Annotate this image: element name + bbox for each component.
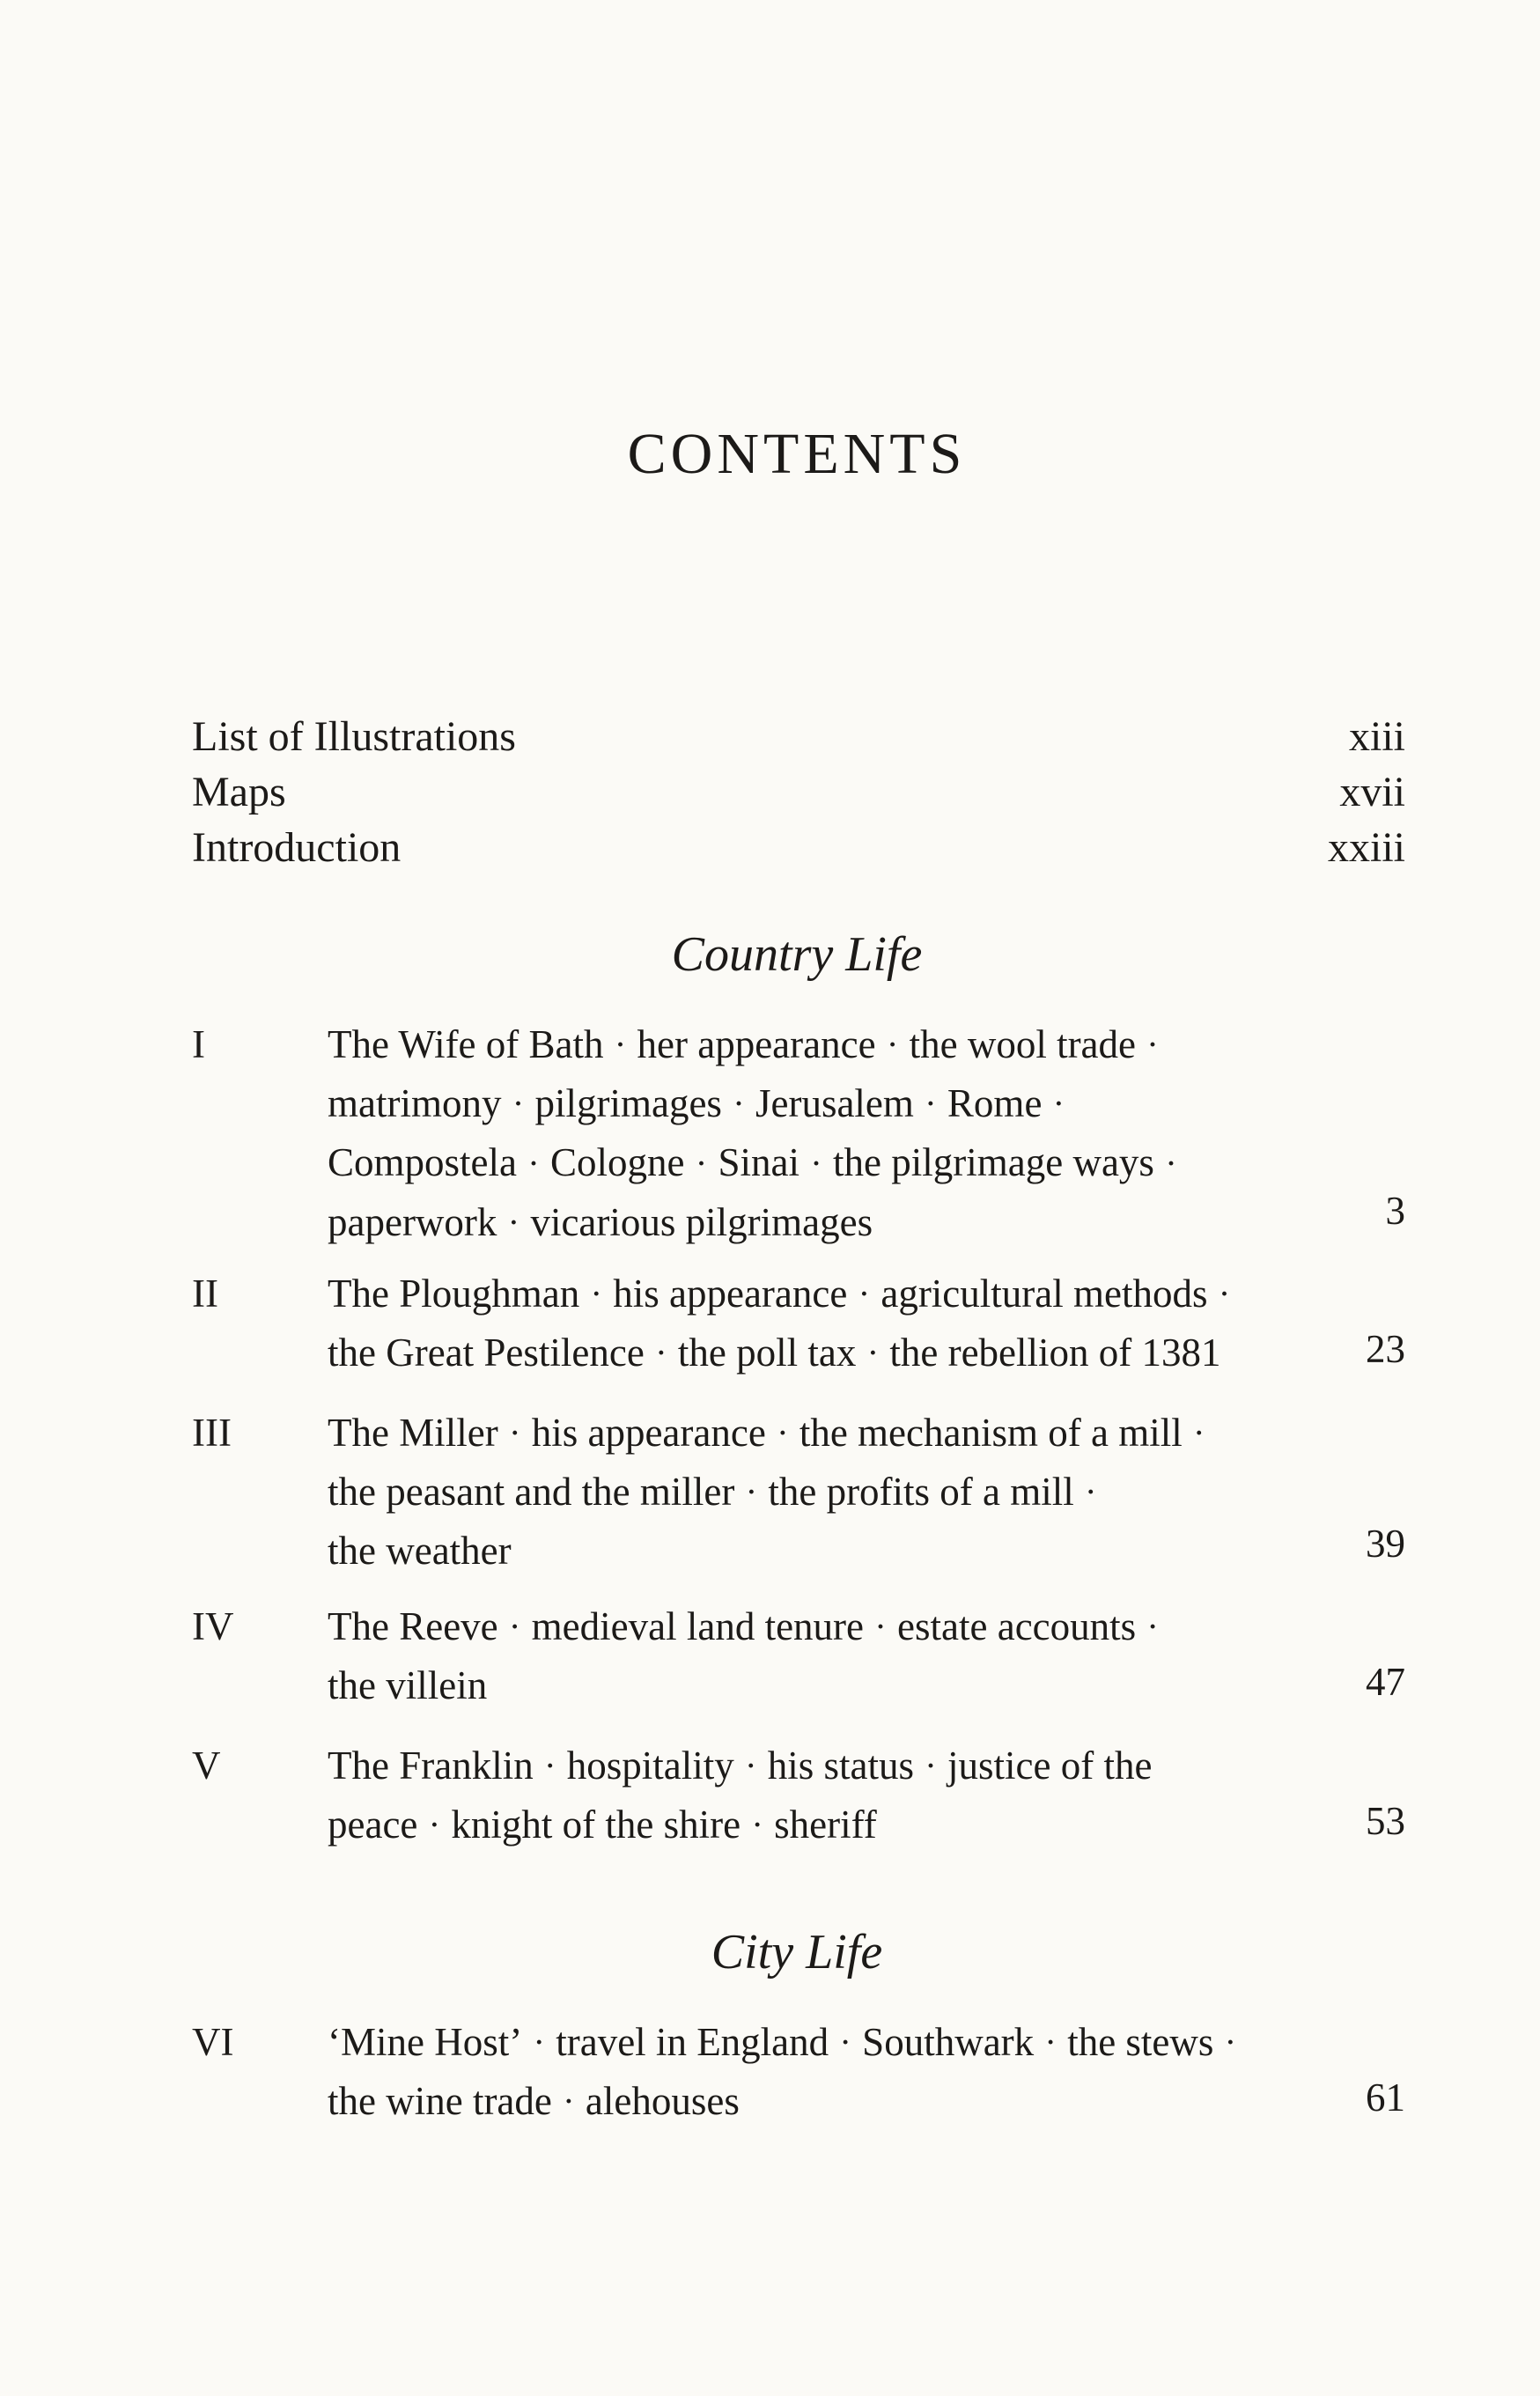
separator-dot: · xyxy=(615,1030,625,1060)
separator-dot: · xyxy=(733,1089,743,1119)
section-heading-city-life: City Life xyxy=(711,1925,883,1979)
chapter-line: The Franklin · hospitality · his status · justice of the xyxy=(328,1738,1287,1797)
separator-dot: · xyxy=(592,1279,601,1309)
chapter-number: VI xyxy=(192,2020,234,2064)
chapter-number: II xyxy=(192,1272,218,1316)
separator-dot: · xyxy=(925,1089,935,1119)
separator-dot: · xyxy=(777,1419,787,1449)
separator-dot: · xyxy=(696,1148,706,1178)
page-title: CONTENTS xyxy=(627,422,967,486)
separator-dot: · xyxy=(868,1338,878,1368)
separator-dot: · xyxy=(747,1478,756,1508)
chapter-line: The Reeve · medieval land tenure · estate accounts · xyxy=(328,1599,1287,1658)
separator-dot: · xyxy=(841,2028,851,2058)
chapter-number: I xyxy=(192,1022,205,1066)
chapter-page-number: 47 xyxy=(1366,1660,1405,1704)
chapter-page-number: 39 xyxy=(1366,1522,1405,1566)
chapter-line: the wine trade · alehouses xyxy=(328,2074,1287,2133)
chapter-description xyxy=(328,1599,1287,1714)
separator-dot: · xyxy=(926,1751,936,1781)
separator-dot: · xyxy=(859,1279,869,1309)
chapter-number: V xyxy=(192,1744,221,1788)
chapter-number: IV xyxy=(192,1604,234,1648)
front-matter-label: Introduction xyxy=(192,824,402,871)
section-heading-country-life: Country Life xyxy=(671,927,923,982)
chapter-description xyxy=(328,1405,1287,1579)
chapter-page-number: 53 xyxy=(1366,1799,1405,1843)
chapter-description xyxy=(328,1266,1287,1384)
chapter-line: paperwork · vicarious pilgrimages xyxy=(328,1195,1287,1254)
chapter-line: the peasant and the miller · the profits of a mill · xyxy=(328,1464,1287,1523)
separator-dot: · xyxy=(1054,1089,1064,1119)
separator-dot: · xyxy=(1226,2028,1235,2058)
front-matter-list xyxy=(192,709,1405,875)
separator-dot: · xyxy=(545,1751,555,1781)
separator-dot: · xyxy=(510,1419,519,1449)
separator-dot: · xyxy=(509,1207,519,1237)
chapter-description xyxy=(328,2015,1287,2133)
separator-dot: · xyxy=(564,2087,573,2117)
separator-dot: · xyxy=(513,1089,523,1119)
separator-dot: · xyxy=(888,1030,897,1060)
separator-dot: · xyxy=(510,1612,519,1642)
separator-dot: · xyxy=(1194,1419,1204,1449)
chapter-line: The Ploughman · his appearance · agricultural methods · xyxy=(328,1266,1287,1325)
separator-dot: · xyxy=(1086,1478,1095,1508)
chapter-line: The Wife of Bath · her appearance · the wool trade · xyxy=(328,1017,1287,1076)
separator-dot: · xyxy=(534,2028,544,2058)
chapter-line: matrimony · pilgrimages · Jerusalem · Rome · xyxy=(328,1076,1287,1135)
chapter-line: the Great Pestilence · the poll tax · the rebellion of 1381 xyxy=(328,1325,1287,1384)
separator-dot: · xyxy=(1148,1030,1158,1060)
separator-dot: · xyxy=(812,1148,822,1178)
front-matter-row xyxy=(192,709,1405,764)
separator-dot: · xyxy=(1046,2028,1056,2058)
front-matter-page: xvii xyxy=(1339,769,1405,815)
chapter-page-number: 61 xyxy=(1366,2075,1405,2120)
separator-dot: · xyxy=(1166,1148,1175,1178)
chapter-line: ‘Mine Host’ · travel in England · Southwark · the stews · xyxy=(328,2015,1287,2074)
separator-dot: · xyxy=(876,1612,886,1642)
chapter-line: peace · knight of the shire · sheriff xyxy=(328,1797,1287,1856)
front-matter-label: Maps xyxy=(192,769,286,815)
separator-dot: · xyxy=(746,1751,755,1781)
chapter-number: III xyxy=(192,1411,232,1455)
chapter-line: The Miller · his appearance · the mechanism of a mill · xyxy=(328,1405,1287,1464)
front-matter-row xyxy=(192,764,1405,820)
separator-dot: · xyxy=(528,1148,538,1178)
front-matter-row xyxy=(192,820,1405,875)
chapter-line: the weather xyxy=(328,1529,512,1574)
chapter-description xyxy=(328,1738,1287,1856)
separator-dot: · xyxy=(1219,1279,1229,1309)
front-matter-page: xxiii xyxy=(1327,824,1405,871)
chapter-page-number: 3 xyxy=(1385,1189,1405,1233)
front-matter-label: List of Illustrations xyxy=(192,713,516,760)
front-matter-page: xiii xyxy=(1348,713,1405,760)
chapter-page-number: 23 xyxy=(1366,1327,1405,1371)
separator-dot: · xyxy=(1148,1612,1158,1642)
separator-dot: · xyxy=(753,1810,763,1840)
chapter-description xyxy=(328,1017,1287,1254)
separator-dot: · xyxy=(656,1338,666,1368)
chapter-line: the villein xyxy=(328,1663,488,1708)
chapter-line: Compostela · Cologne · Sinai · the pilgrimage ways · xyxy=(328,1135,1287,1194)
separator-dot: · xyxy=(430,1810,439,1840)
